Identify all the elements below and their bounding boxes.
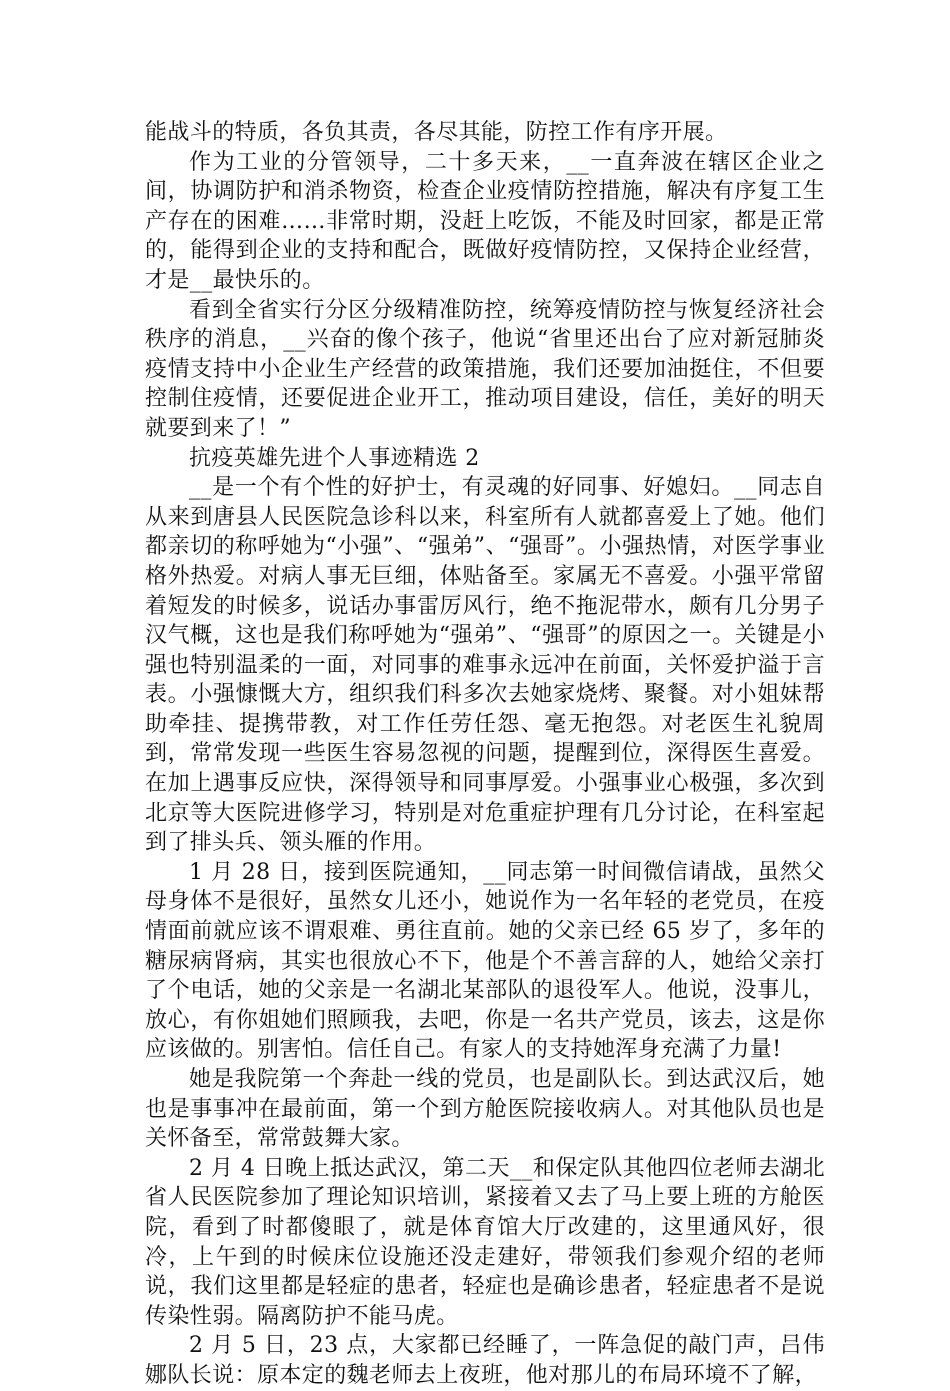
paragraph-nurse-profile: __是一个有个性的好护士，有灵魂的好同事、好媳妇。__同志自从来到唐县人民医院急诊科以来，科室所有人就都喜爱上了她。他们都亲切的称呼她为“小强”、“强弟”、“强哥”。小强热情，对医学事业格外热爱。对病人事无巨细，体贴备至。家属无不喜爱。小强平常留着短发的时候多，说话办事雷厉风行，绝不拖泥带水，颇有几分男子汉气概，这也是我们称呼她为“强弟”、“强哥”的原因之一。关键是小强也特别温柔的一面，对同事的难事永远冲在前面，关怀爱护溢于言表。小强慷慨大方，组织我们科多次去她家烧烤、聚餐。对小姐妹帮助牵挂、提携带教，对工作任劳任怨、毫无抱怨。对老医生礼貌周到，常常发现一些医生容易忽视的问题，提醒到位，深得医生喜爱。在加上遇事反应快，深得领导和同事厚爱。小强事业心极强，多次到北京等大医院进修学习，特别是对危重症护理有几分讨论，在科室起到了排头兵、领头雁的作用。 xyxy=(145,475,825,856)
section-heading: 抗疫英雄先进个人事迹精选 2 xyxy=(189,445,480,471)
paragraph-first-party-member: 她是我院第一个奔赴一线的党员，也是副队长。到达武汉后，她也是事事冲在最前面，第一个到方舱医院接收病人。对其他队员也是关怀备至，常常鼓舞大家。 xyxy=(145,1067,825,1152)
paragraph-provincial-policy: 看到全省实行分区分级精准防控，统筹疫情防控与恢复经济社会秩序的消息，__兴奋的像个孩子，他说“省里还出台了应对新冠肺炎疫情支持中小企业生产经营的政策措施，我们还要加油挺住，不但要控制住疫情，还要促进企业开工，推动项目建设，信任，美好的明天就要到来了！” xyxy=(145,297,825,441)
document-page xyxy=(145,118,825,1391)
paragraph-jan-28: 1 月 28 日，接到医院通知，__同志第一时间微信请战，虽然父母身体不是很好，虽然女儿还小，她说作为一名年轻的老党员，在疫情面前就应该不谓艰难、勇往直前。她的父亲已经 65 岁了，多年的糖尿病肾病，其实也很放心不下，他是个不善言辞的人，她给父亲打了个电话，她的父亲是一名湖北某部队的退役军人。他说，没事儿，放心，有你姐她们照顾我，去吧，你是一名共产党员，该去，这是你应该做的。别害怕。信任自己。有家人的支持她浑身充满了力量! xyxy=(145,859,825,1063)
paragraph-feb-5: 2 月 5 日，23 点，大家都已经睡了，一阵急促的敲门声，吕伟娜队长说：原本定的魏老师去上夜班，他对那儿的布局环境不了解， xyxy=(145,1333,825,1388)
paragraph-feb-4: 2 月 4 日晚上抵达武汉，第二天__和保定队其他四位老师去湖北省人民医院参加了理论知识培训，紧接着又去了马上要上班的方舱医院，看到了时都傻眼了，就是体育馆大厅改建的，这里通风好，很冷，上午到的时候床位设施还没走建好，带领我们参观介绍的老师说，我们这里都是轻症的患者，轻症也是确诊患者，轻症患者不是说传染性弱。隔离防护不能马虎。 xyxy=(145,1155,825,1329)
paragraph-industry-leader: 作为工业的分管领导，二十多天来，__一直奔波在辖区企业之间，协调防护和消杀物资，检查企业疫情防控措施，解决有序复工生产存在的困难……非常时期，没赶上吃饭，不能及时回家，都是正常的，能得到企业的支持和配合，既做好疫情防控，又保持企业经营，才是__最快乐的。 xyxy=(145,149,825,293)
paragraph-continuation: 能战斗的特质，各负其责，各尽其能，防控工作有序开展。 xyxy=(145,120,728,145)
